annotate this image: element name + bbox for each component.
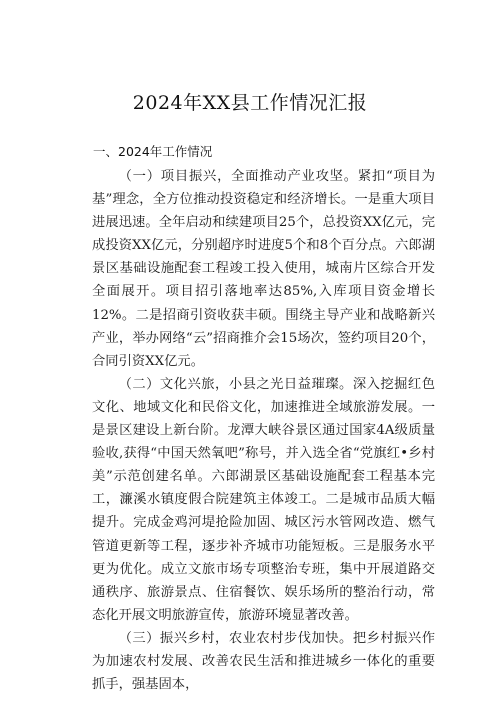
paragraph-rural-revitalization: （三）振兴乡村，农业农村步伐加快。把乡村振兴作为加速农村发展、改善农民生活和推进城乡一体化的重要抓手，强基固本，	[92, 630, 435, 693]
document-title: 2024年XX县工作情况汇报	[132, 92, 368, 114]
paragraph-project-revitalization: （一）项目振兴，全面推动产业攻坚。紧扣“项目为基”理念，全方位推动投资稳定和经济增长。一是重大项目进展迅速。全年启动和续建项目25个，总投资XX亿元，完成投资XX亿元，分别超序时进度5个和8个百分点。六郎湖景区基础设施配套工程竣工投入使用，城南片区综合开发全面展开。项目招引落地率达85%,入库项目资金增长12%。二是招商引资收获丰硕。围绕主导产业和战略新兴产业，举办网络“云”招商推介会15场次，签约项目20个，合同引资XX亿元。	[92, 169, 435, 369]
paragraph-culture-tourism: （二）文化兴旅，小县之光日益璀璨。深入挖掘红色文化、地域文化和民俗文化，加速推进全域旅游发展。一是景区建设上新台阶。龙潭大峡谷景区通过国家4A级质量验收,获得“中国天然氧吧”称号，并入选全省“党旗红•乡村美”示范创建名单。六郎湖景区基础设施配套工程基本完工，濂溪水镇度假合院建筑主体竣工。二是城市品质大幅提升。完成金鸡河堤抢险加固、城区污水管网改造、燃气管道更新等工程，逐步补齐城市功能短板。三是服务水平更为优化。成立文旅市场专项整治专班，集中开展道路交通秩序、旅游景点、住宿餐饮、娱乐场所的整治行动，常态化开展文明旅游宣传，旅游环境显著改善。	[92, 376, 435, 623]
document-body	[92, 141, 435, 696]
section-heading: 一、2024年工作情况	[93, 144, 213, 159]
